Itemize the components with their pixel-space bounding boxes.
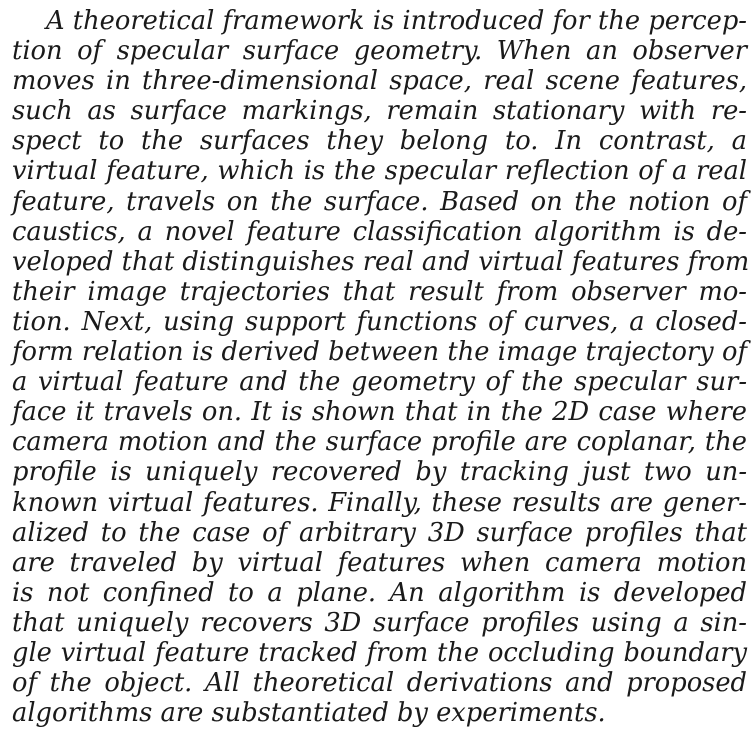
abstract-line: feature, travels on the surface. Based on the notion of [12, 186, 747, 217]
abstract-line: moves in three-dimensional space, real scene features, [12, 66, 747, 97]
abstract-line: their image trajectories that result from observer mo- [12, 276, 747, 307]
abstract-line: A theoretical framework is introduced for the percep- [46, 6, 747, 36]
abstract-line: spect to the surfaces they belong to. In contrast, a [12, 126, 747, 157]
abstract-line: caustics, a novel feature classification algorithm is de- [12, 216, 747, 247]
abstract-line: are traveled by virtual features when camera motion [12, 547, 747, 578]
abstract-line: tion. Next, using support functions of curves, a closed- [12, 306, 747, 337]
abstract-paragraph [12, 6, 750, 729]
abstract-line: alized to the case of arbitrary 3D surface profiles that [12, 517, 747, 548]
abstract-line: tion of specular surface geometry. When an observer [12, 36, 747, 67]
abstract-line: virtual feature, which is the specular reflection of a real [12, 156, 747, 187]
abstract-line: of the object. All theoretical derivations and proposed [12, 668, 747, 699]
abstract-line: is not confined to a plane. An algorithm is developed [12, 577, 747, 608]
abstract-line: camera motion and the surface profile are coplanar, the [12, 427, 747, 458]
abstract-line: gle virtual feature tracked from the occluding boundary [12, 637, 747, 668]
abstract-line: known virtual features. Finally, these results are gener- [12, 487, 747, 518]
abstract-line: a virtual feature and the geometry of the specular sur- [12, 367, 747, 398]
abstract-line: veloped that distinguishes real and virtual features from [12, 246, 750, 277]
abstract-line: form relation is derived between the image trajectory of [12, 337, 747, 368]
abstract-line: profile is uniquely recovered by tracking just two un- [12, 457, 747, 488]
abstract-line: that uniquely recovers 3D surface profiles using a sin- [12, 607, 747, 638]
abstract-line: face it travels on. It is shown that in the 2D case where [12, 397, 747, 428]
abstract-line: such as surface markings, remain stationary with re- [12, 96, 747, 127]
abstract-line: algorithms are substantiated by experiments. [12, 698, 606, 729]
